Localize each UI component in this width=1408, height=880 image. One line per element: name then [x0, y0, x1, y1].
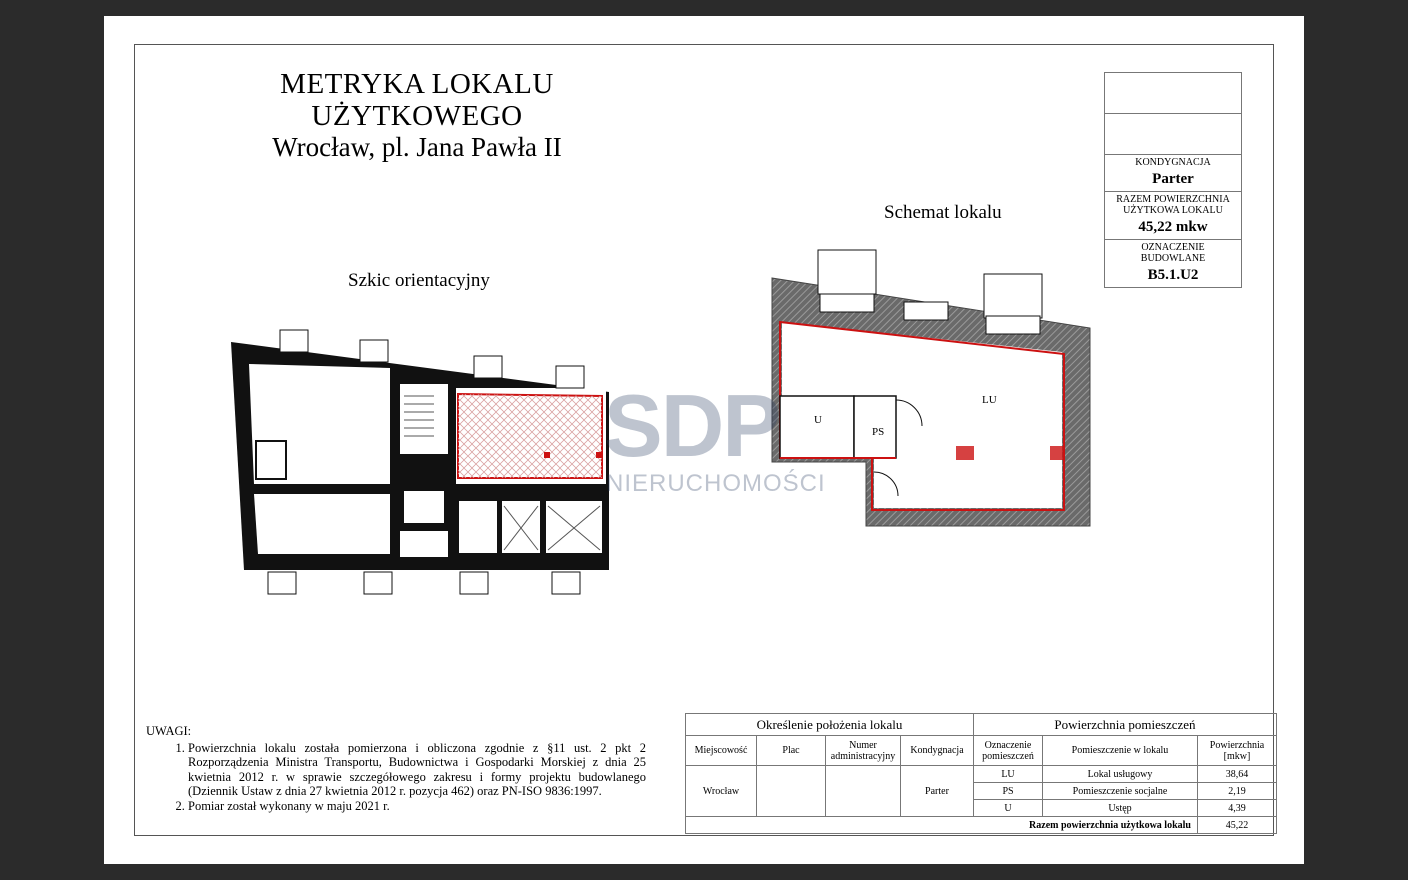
- code-label-1: OZNACZENIE: [1141, 242, 1205, 253]
- table-row: [686, 766, 1277, 783]
- room-label-u: U: [814, 414, 822, 426]
- area-value: 45,22 mkw: [1138, 219, 1208, 235]
- cell-room: Ustęp: [1043, 800, 1198, 817]
- code-value: B5.1.U2: [1147, 267, 1199, 283]
- location-table: [685, 713, 1277, 834]
- watermark: [604, 376, 826, 497]
- title-line-1: METRYKA LOKALU UŻYTKOWEGO: [280, 68, 554, 132]
- cell-area: 4,39: [1198, 800, 1277, 817]
- cell-area: 2,19: [1198, 783, 1277, 800]
- col-floor: Kondygnacja: [901, 736, 974, 766]
- room-label-lu: LU: [982, 394, 997, 406]
- col-area: Powierzchnia [mkw]: [1198, 736, 1277, 766]
- cell-square: [757, 766, 826, 817]
- document-sheet: [104, 16, 1304, 864]
- col-city: Miejscowość: [686, 736, 757, 766]
- col-number: Numer administracyjny: [826, 736, 901, 766]
- note-item: 2. Pomiar został wykonany w maju 2021 r.: [188, 799, 646, 814]
- floor-label: KONDYGNACJA: [1135, 157, 1211, 168]
- cell-number: [826, 766, 901, 817]
- total-label: Razem powierzchnia użytkowa lokalu: [686, 817, 1198, 834]
- col-square: Plac: [757, 736, 826, 766]
- notes-section: [146, 724, 646, 813]
- cell-city: Wrocław: [686, 766, 757, 817]
- sketch-label: Szkic orientacyjny: [348, 270, 490, 291]
- total-row: [686, 817, 1277, 834]
- total-value: 45,22: [1198, 817, 1277, 834]
- title-line-2: Wrocław, pl. Jana Pawła II: [272, 132, 562, 162]
- notes-heading: UWAGI:: [146, 724, 192, 738]
- cell-code: PS: [974, 783, 1043, 800]
- col-code: Oznaczenie pomieszczeń: [974, 736, 1043, 766]
- room-label-ps: PS: [872, 426, 885, 438]
- area-label-2: UŻYTKOWA LOKALU: [1123, 205, 1223, 216]
- schema-label: Schemat lokalu: [884, 202, 1002, 223]
- watermark-logo: SDP: [604, 376, 779, 475]
- col-room: Pomieszczenie w lokalu: [1043, 736, 1198, 766]
- watermark-text: NIERUCHOMOŚCI: [606, 470, 826, 497]
- note-item: 1. Powierzchnia lokalu została pomierzona i obliczona zgodnie z §11 ust. 2 pkt 2 Rozporządzenia Ministra Transportu, Budownictwa i Gospodarki Morskiej z dnia 25 kwietnia 2012 r. w sprawie szczegółowego zakresu i formy projektu budowlanego (Dziennik Ustaw z dnia 27 kwietnia 2012 r. pozycja 462) oraz PN-ISO 9836:1997.: [188, 741, 646, 799]
- sketch-plan: [231, 330, 609, 594]
- cell-room: Pomieszczenie socjalne: [1043, 783, 1198, 800]
- cell-floor: Parter: [901, 766, 974, 817]
- header-area: Powierzchnia pomieszczeń: [974, 714, 1277, 736]
- cell-code: U: [974, 800, 1043, 817]
- floor-value: Parter: [1152, 171, 1194, 187]
- cell-code: LU: [974, 766, 1043, 783]
- area-label-1: RAZEM POWIERZCHNIA: [1116, 194, 1230, 205]
- cell-room: Lokal usługowy: [1043, 766, 1198, 783]
- notes-list: [146, 741, 646, 814]
- cell-area: 38,64: [1198, 766, 1277, 783]
- code-label-2: BUDOWLANE: [1140, 253, 1206, 264]
- header-location: Określenie położenia lokalu: [686, 714, 974, 736]
